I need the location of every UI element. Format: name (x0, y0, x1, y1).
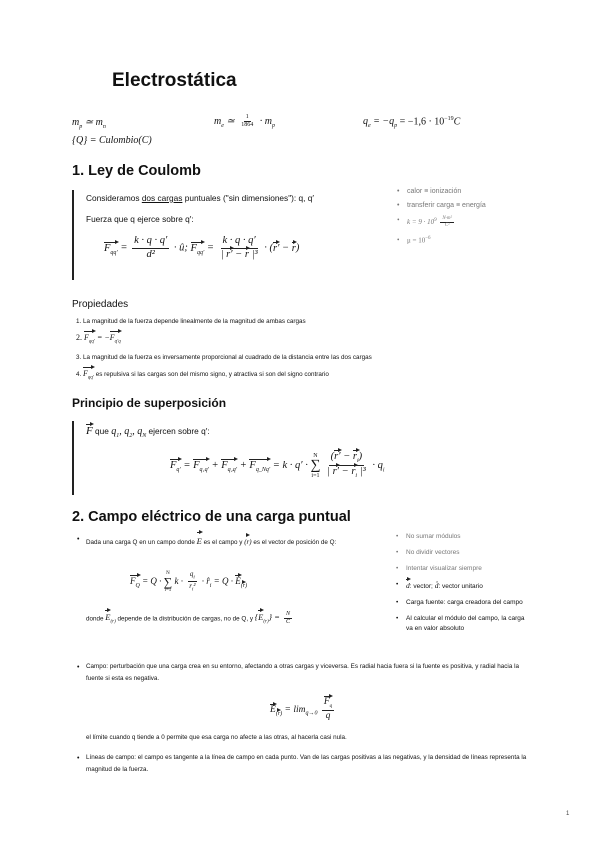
side-note: • Intentar visualizar siempre (396, 564, 532, 574)
side-note: • No dividir vectores (396, 548, 532, 558)
coulomb-formula: $F_{qq'}$ = $\frac{k \cdot q \cdot q'}{\text{d²}}$ · û; $F_{qq'}$ = $\frac{k \cdot q \cdot q'}{\text{| r′ − r |³}}$ · (r′ − r) (104, 235, 300, 260)
superposition-intro: F que $q_1$, $q_2$, $q_N$ ejercen sobre q′: (86, 425, 210, 439)
section-heading: 1. Ley de Coulomb (72, 163, 201, 179)
side-note: • No sumar módulos (396, 532, 532, 542)
bullet: • (77, 664, 80, 671)
section-heading: 2. Campo eléctrico de una carga puntual (72, 509, 351, 525)
property-item: 3. La magnitud de la fuerza es inversamente proporcional al cuadrado de la distancia entre las dos cargas (76, 353, 372, 361)
properties-heading: Propiedades (72, 299, 129, 310)
coulomb-intro: Consideramos dos cargas puntuales ("sin dimensiones"): q, q′ (86, 193, 314, 203)
field-bullet-1: Dada una carga Q en un campo donde E es el campo y (r) es el vector de posición de Q: (86, 533, 376, 549)
coulomb-side-notes (397, 188, 517, 251)
superposition-formula: $F_{q'} = F_{q_1q'} + F_{q_2q'} + F_{q\_Nq'} = k \cdot q'$ · N ∑ i=1 $\frac{(r' - r_i)}{| r' - r_i |^3}$ · $q_i$ (170, 451, 385, 480)
side-note: • Al calcular el módulo del campo, la carga va en valor absoluto (396, 614, 532, 634)
property-item: 4. $F_{qq'}$ es repulsiva si las cargas son del mismo signo, y atractiva si son del signo contrario (76, 368, 329, 381)
electron-charge: $q_e = -q_p = -1,6 \cdot 10^{-19}C$ (363, 116, 461, 130)
mass-proton-relation: $m_p$ ≃ $m_n$ (72, 117, 106, 130)
property-item: 2. $F_{qq'} = -F_{q'q}$ (76, 333, 121, 346)
mass-electron-relation: $m_e$ ≃ $\frac{1}{1864}$ · $m_p$ (214, 114, 276, 129)
limit-formula: $E_{(r)} = \lim_{q\to 0}$ $\frac{F_q}{q}$ (270, 697, 333, 721)
side-note: • Carga fuente: carga creadora del campo (396, 598, 532, 608)
limit-note: el límite cuando q tiende a 0 permite que esa carga no afecte a las otras, al hacerla casi nula. (86, 734, 347, 741)
field-dependency: donde $E_{(r)}$ depende de la distribución de cargas, no de Q, y $\{E_{(r)}\}$ = $\frac{N}{C}$ (86, 611, 291, 626)
property-item: 1. La magnitud de la fuerza depende linealmente de la magnitud de ambas cargas (76, 318, 306, 325)
side-note: • calor ≡ ionización (397, 188, 517, 195)
force-line: Fuerza que q ejerce sobre q′: (86, 214, 194, 224)
bullet: • (77, 536, 80, 543)
side-note: • transferir carga ≡ energía (397, 202, 517, 209)
page-title: Electrostática (112, 70, 237, 91)
coulomb-box (72, 190, 370, 280)
bullet: • (77, 755, 80, 762)
charge-unit: {Q} = Culombio(C) (72, 135, 152, 146)
side-note-mu: • $\mu = 10^{-6}$ (397, 236, 517, 244)
side-note: • d: vector; d̂: vector unitario (396, 580, 532, 592)
field-side-notes (396, 532, 532, 640)
side-note-k: • $k = 9 \cdot 10^9$ $\frac{\text{N·m²}}{\text{C²}}$ (397, 216, 517, 229)
field-bullet-3: Líneas de campo: el campo es tangente a la línea de campo en cada punto. Van de las cargas positivas a las negativas, y la densidad de líneas representa la magnitud de la fuerza. (86, 754, 527, 773)
superposition-box (72, 421, 528, 495)
subsection-heading: Principio de superposición (72, 396, 227, 410)
field-formula: $F_Q = Q$ · N ∑ i=1 k · $\frac{q_i}{r_i^2}$ · $r̂_i = Q \cdot E_{(r)}$ (130, 570, 248, 593)
page-number: 1 (566, 811, 570, 817)
field-bullet-2: Campo: perturbación que una carga crea en su entorno, afectando a otras cargas y viceversa. Es radial hacia fuera si la fuente es positiva, y radial hacia la fuente si esta es negativa. (86, 663, 519, 682)
properties-list (76, 317, 536, 382)
dos-cargas-link[interactable]: dos cargas (141, 193, 183, 203)
